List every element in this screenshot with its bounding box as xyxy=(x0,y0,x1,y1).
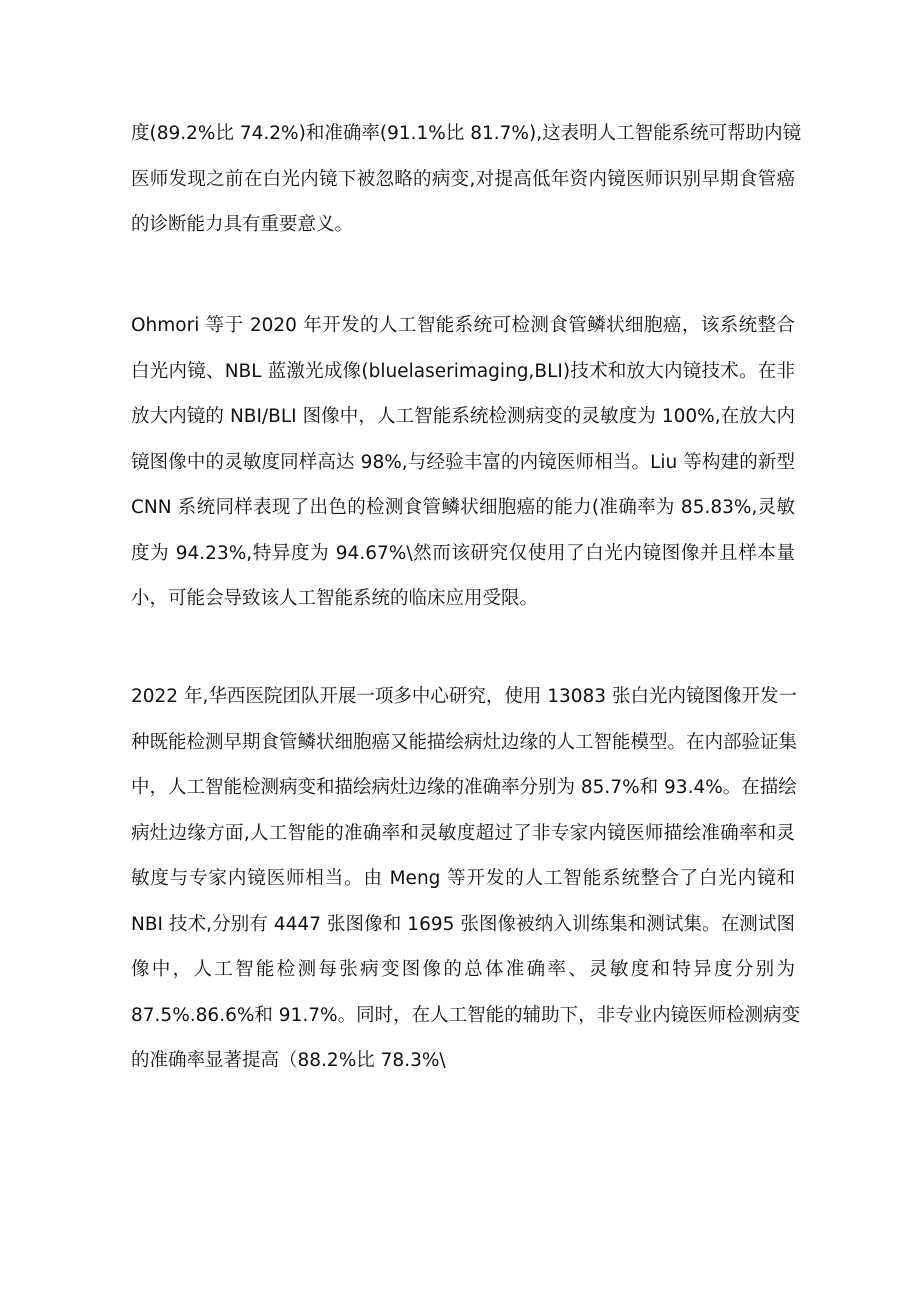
paragraph-line: 种既能检测早期食管鳞状细胞癌又能描绘病灶边缘的人工智能模型。在内部验证集 xyxy=(131,731,798,753)
paragraph-line: 放大内镜的 NBI/BLI 图像中，人工智能系统检测病变的灵敏度为 100%,在放大内 xyxy=(131,406,795,427)
paragraph-2 xyxy=(131,303,795,622)
paragraph-line: Ohmori 等于 2020 年开发的人工智能系统可检测食管鳞状细胞癌，该系统整合 xyxy=(131,315,795,336)
paragraph-line: 87.5%.86.6%和 91.7%。同时，在人工智能的辅助下，非专业内镜医师检测病变 xyxy=(131,1004,801,1026)
paragraph-line: 敏度与专家内镜医师相当。由 Meng 等开发的人工智能系统整合了白光内镜和 xyxy=(131,868,795,889)
paragraph-line: NBI 技术,分别有 4447 张图像和 1695 张图像被纳入训练集和测试集。在测试图 xyxy=(131,913,795,935)
paragraph-line: 镜图像中的灵敏度同样高达 98%,与经验丰富的内镜医师相当。Liu 等构建的新型 xyxy=(131,451,795,473)
paragraph-line: 像中，人工智能检测每张病变图像的总体准确率、灵敏度和特异度分别为 xyxy=(131,959,795,980)
paragraph-line: 小，可能会导致该人工智能系统的临床应用受限。 xyxy=(131,588,539,609)
paragraph-line: 的诊断能力具有重要意义。 xyxy=(131,214,354,235)
paragraph-3 xyxy=(131,674,801,1084)
paragraph-line: 白光内镜、NBL 蓝激光成像(bluelaserimaging,BLI)技术和放大内镜技术。在非 xyxy=(131,360,795,382)
paragraph-line: 2022 年,华西医院团队开展一项多中心研究，使用 13083 张白光内镜图像开发一 xyxy=(131,686,797,707)
paragraph-line: 医师发现之前在白光内镜下被忽略的病变,对提高低年资内镜医师识别早期食管癌 xyxy=(131,168,795,190)
paragraph-line: 中，人工智能检测病变和描绘病灶边缘的准确率分别为 85.7%和 93.4%。在描绘 xyxy=(131,777,797,798)
paragraph-line: 的准确率显著提高（88.2%比 78.3%\ xyxy=(131,1050,446,1071)
paragraph-line: CNN 系统同样表现了出色的检测食管鳞状细胞癌的能力(准确率为 85.83%,灵敏 xyxy=(131,497,795,518)
paragraph-1 xyxy=(131,111,802,248)
paragraph-line: 度为 94.23%,特异度为 94.67%\然而该研究仅使用了白光内镜图像并且样本量 xyxy=(131,542,795,564)
paragraph-line: 度(89.2%比 74.2%)和准确率(91.1%比 81.7%),这表明人工智能系统可帮助内镜 xyxy=(131,123,802,144)
paragraph-line: 病灶边缘方面,人工智能的准确率和灵敏度超过了非专家内镜医师描绘准确率和灵 xyxy=(131,822,795,844)
